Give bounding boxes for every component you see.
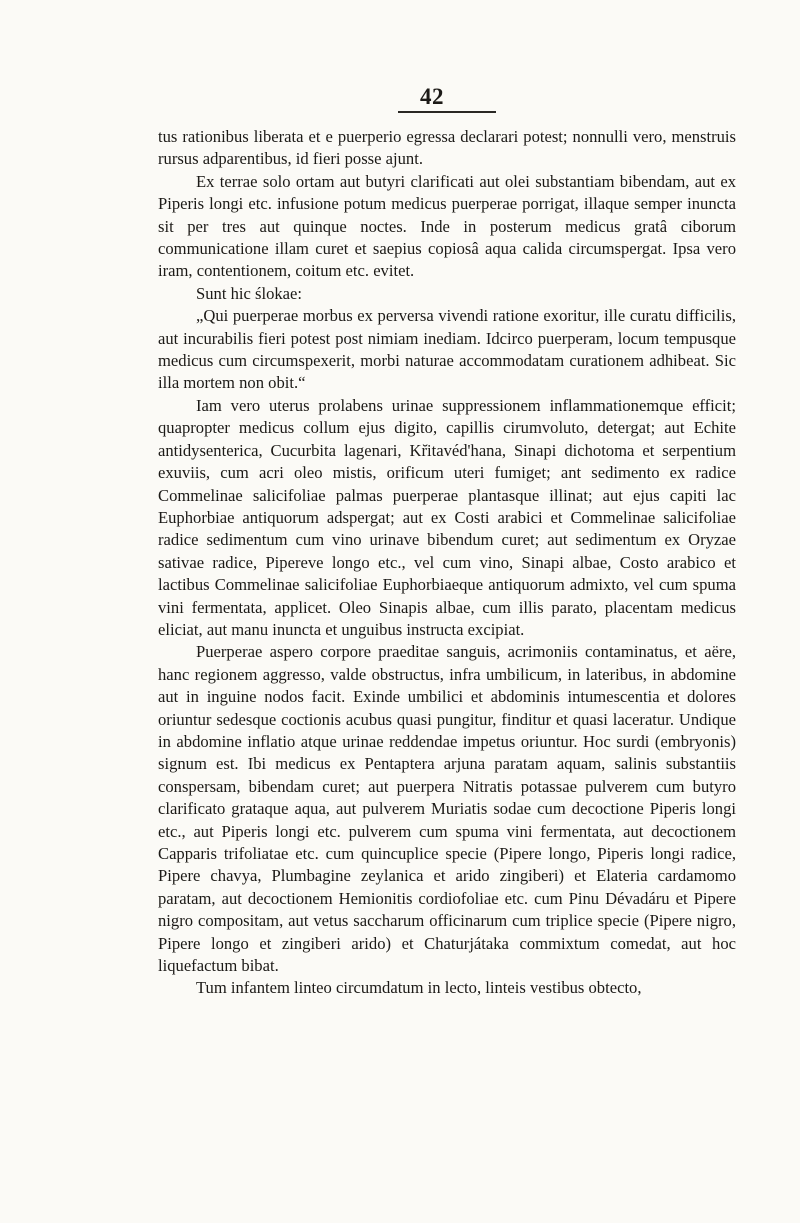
paragraph-6: Puerperae aspero corpore praeditae sanguis, acrimoniis contaminatus, et aëre, hanc regionem aggresso, valde obstructus, infra umbilicum, in lateribus, in abdomine aut in inguine nodos facit. Exinde umbilici et abdominis intumescentia et dolores oriuntur sedesque coctionis acubus quasi pungitur, finditur et quasi laceratur. Undique in abdomine inflatio atque urinae reddendae impetus oriuntur. Hoc surdi (embryonis) signum est. Ibi medicus ex Pentaptera arjuna paratam aquam, salinis substantiis conspersam, bibendam curet; aut puerpera Nitratis potassae pulverem cum butyro clarificato grataque aqua, aut pulverem Muriatis sodae cum decoctione Piperis longi etc., aut Piperis longi etc. pulverem cum spuma vini fermentata, aut decoctionem Capparis trifoliatae etc. cum quincuplice specie (Pipere longo, Piperis longi radice, Pipere chavya, Plumbagine zeylanica et arido zingiberi) et Elateria cardamomo paratam, aut decoctionem Hemionitis cordiofoliae etc. cum Pinu Dévadáru et Pipere nigro compositam, aut vetus saccharum officinarum cum triplice specie (Pipere nigro, Pipere longo et zingiberi arido) et Chaturjátaka commixtum comedat, aut hoc liquefactum bibat. (158, 642, 736, 976)
body-text (158, 126, 736, 1000)
paragraph-2: Ex terrae solo ortam aut butyri clarificati aut olei substantiam bibendam, aut ex Piperis longi etc. infusione potum medicus puerperae porrigat, illaque semper inuncta sit per tres aut quinque noctes. Inde in posterum medicus gratâ ciborum communicatione illam curet et saepius copiosâ aqua calida circumspergat. Ipsa vero iram, contentionem, coitum etc. evitet. (158, 171, 736, 281)
paragraph-5: Iam vero uterus prolabens urinae suppressionem inflammationemque efficit; quapropter medicus collum ejus digito, capillis cirumvoluto, detergat; aut Echite antidysenterica, Cucurbita lagenari, Kr̆itavéd'hana, Sinapi dichotoma et serpentium exuviis, cum acri oleo mistis, orificum uteri fumiget; ant sedimento ex radice Commelinae salicifoliae palmas puerperae plantasque illinat; aut ejus capiti lac Euphorbiae antiquorum adspergat; aut ex Costi arabici et Commelinae salicifoliae radice sedimentum cum vino urinave bibendum curet; aut sedimentum ex Oryzae sativae radice, Pipereve longo etc., vel cum vino, Sinapi albae, Costo arabico et lactibus Commelinae salicifoliae Euphorbiaeque antiquorum admixto, vel cum spuma vini fermentata, applicet. Oleo Sinapis albae, cum illis parato, placentam medicus eliciat, aut manu inuncta et unguibus instructa excipiat. (158, 395, 736, 639)
header-rule (398, 111, 496, 113)
paragraph-7: Tum infantem linteo circumdatum in lecto, linteis vestibus obtecto, (196, 978, 642, 998)
paragraph-4: „Qui puerperae morbus ex perversa vivendi ratione exoritur, ille curatu difficilis, aut incurabilis fieri potest post nimiam inediam. Idcirco puerperam, locum tempusque medicus cum circumspexerit, morbi naturae accommodatam curationem adhibeat. Sic illa mortem non obit.“ (158, 306, 736, 393)
page-number: 42 (420, 84, 444, 109)
paragraph-1: tus rationibus liberata et e puerperio egressa declarari potest; nonnulli vero, menstruis rursus adparentibus, id fieri posse ajunt. (158, 127, 736, 169)
paragraph-3: Sunt hic ślokae: (196, 283, 303, 303)
